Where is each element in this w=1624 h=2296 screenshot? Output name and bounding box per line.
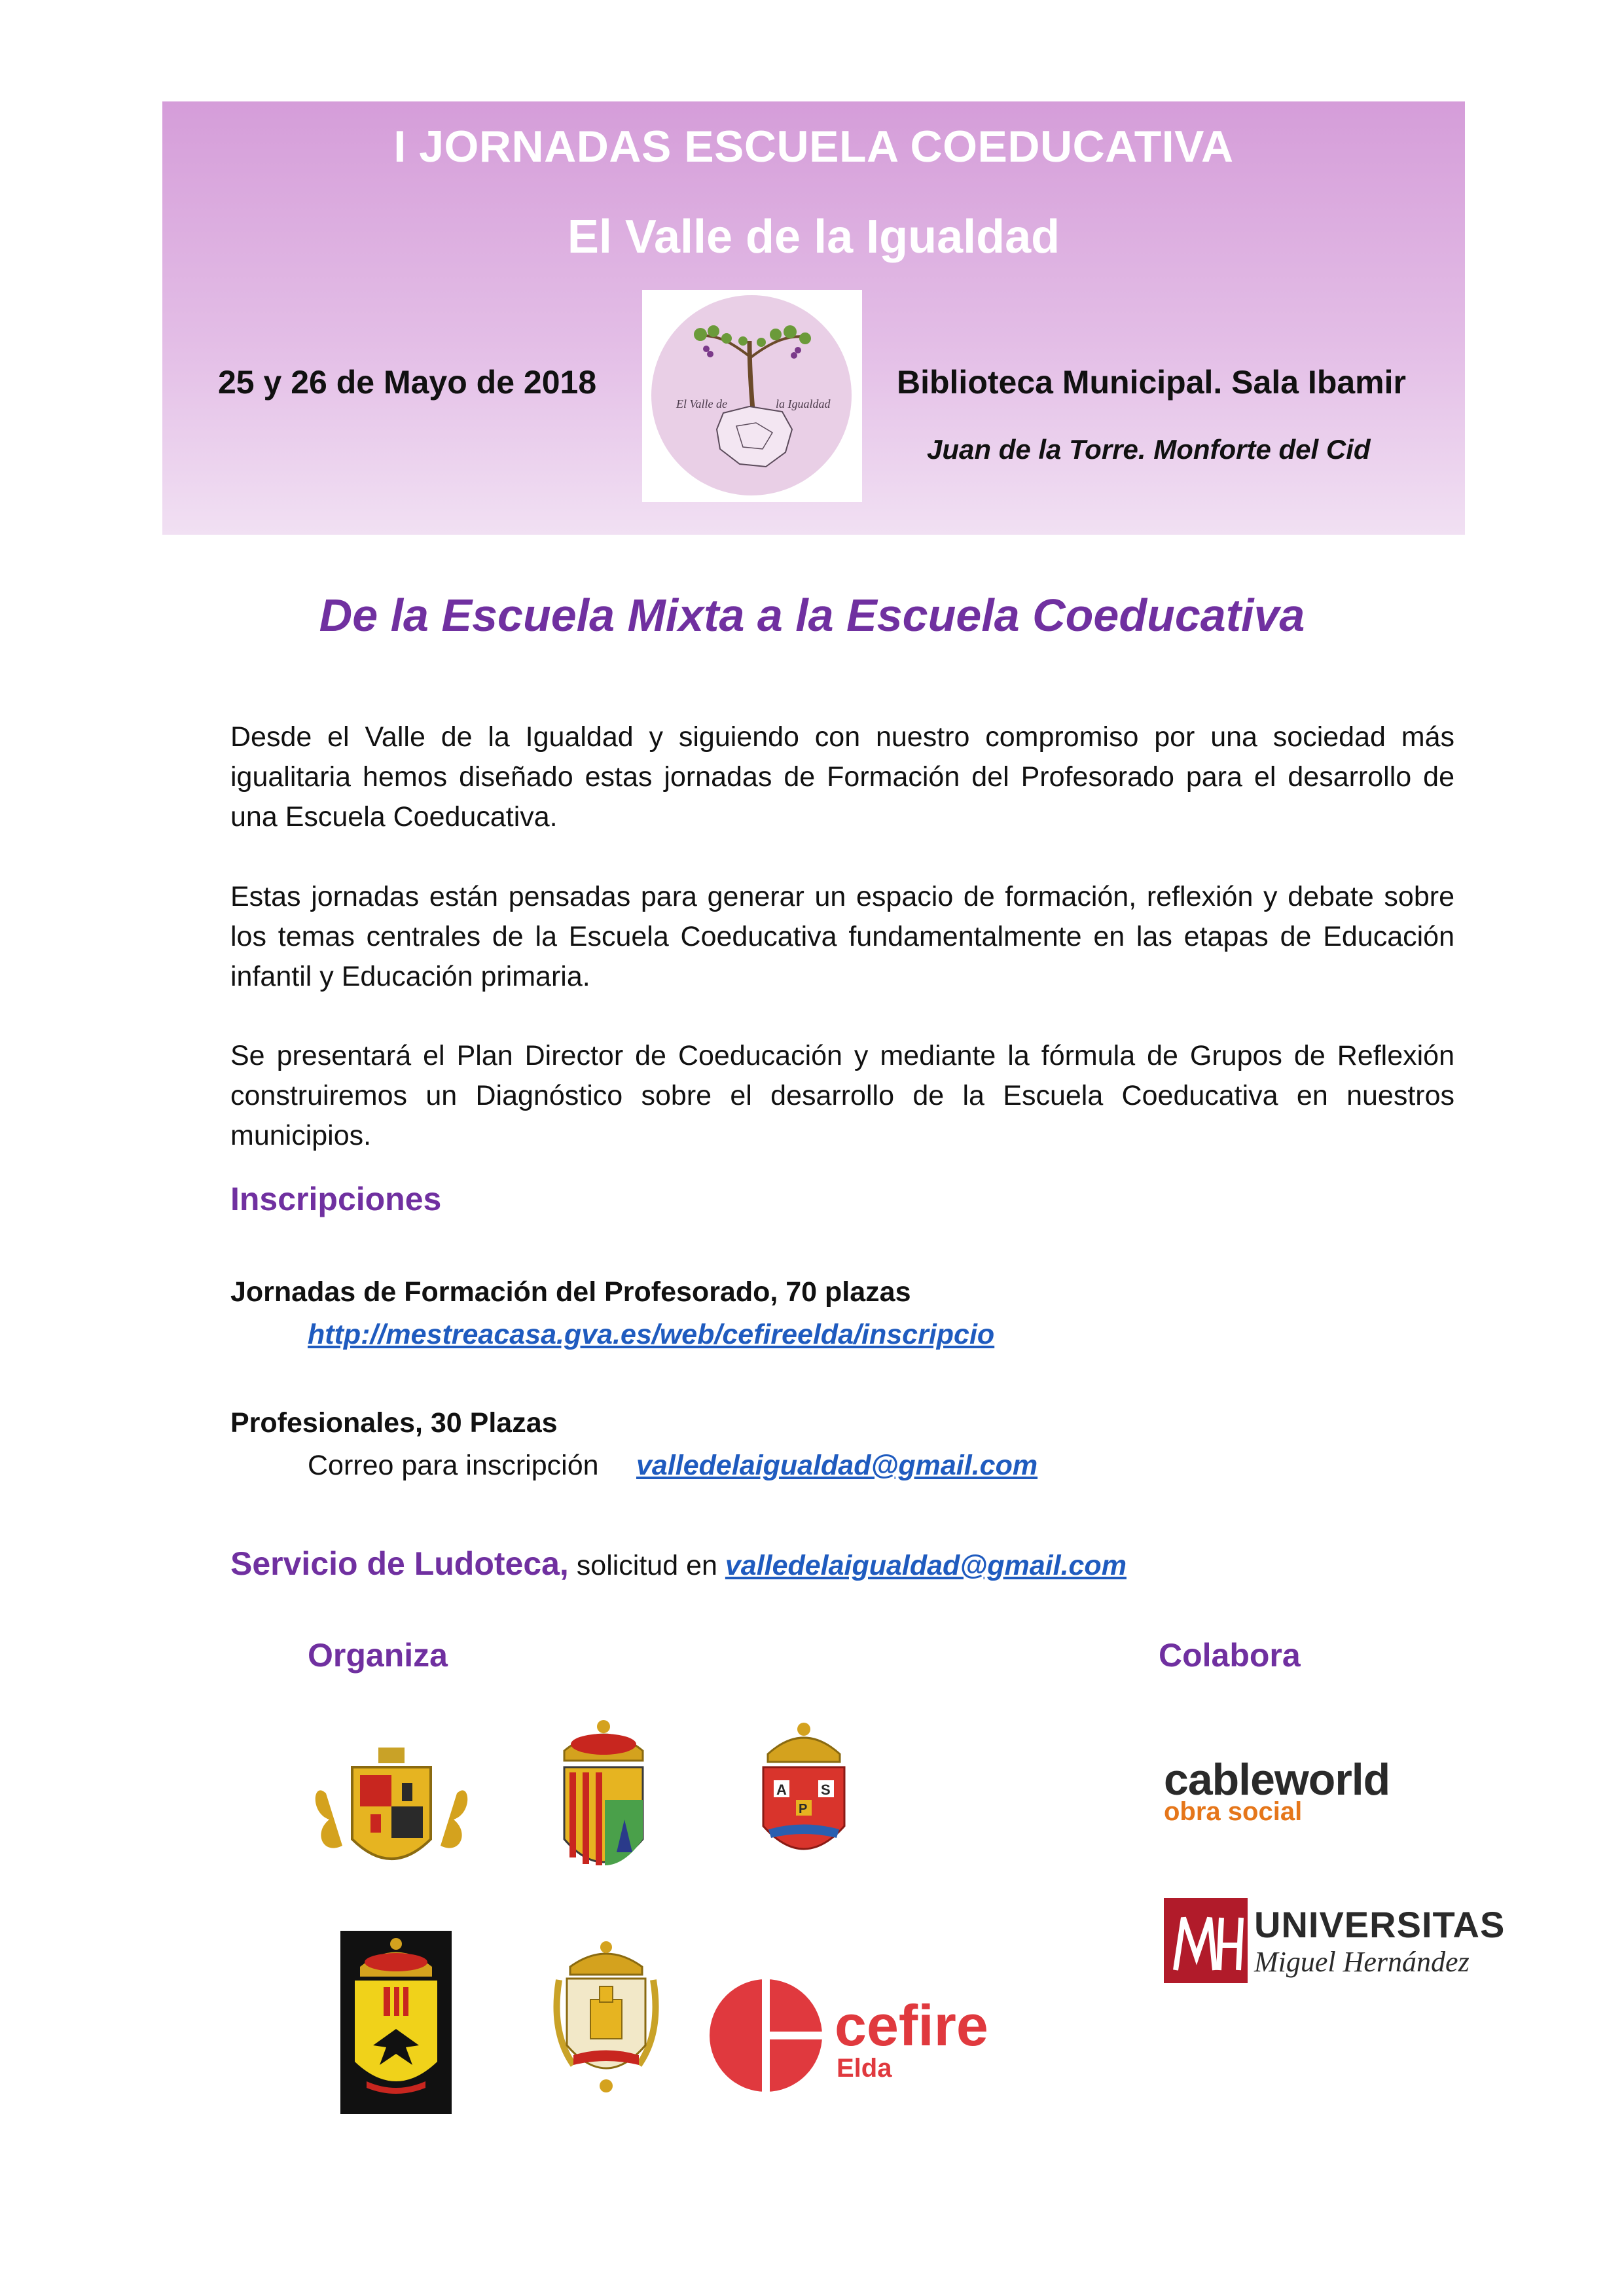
cableworld-subtitle: obra social: [1164, 1797, 1303, 1826]
umh-subtitle: Miguel Hernández: [1254, 1946, 1470, 1978]
event-venue: Biblioteca Municipal. Sala Ibamir: [897, 364, 1406, 401]
event-title: I JORNADAS ESCUELA COEDUCATIVA: [393, 122, 1234, 171]
svg-text:El Valle de: El Valle de: [676, 397, 727, 410]
professionals-mail-link[interactable]: valledelaigualdad@gmail.com: [636, 1450, 1038, 1481]
teachers-registration-label: Jornadas de Formación del Profesorado, 70 plazas: [230, 1276, 911, 1308]
event-date: 25 y 26 de Mayo de 2018: [218, 364, 597, 401]
svg-text:S: S: [821, 1782, 831, 1798]
purpose-paragraph: Estas jornadas están pensadas para generar un espacio de formación, reflexión y debate sobre los temas centrales de la Escuela Coeducativa fundamentalmente en las etapas de Educación infantil y Educación primaria.: [230, 881, 1454, 992]
crest-2-icon: [551, 1715, 656, 1885]
svg-text:la Igualdad: la Igualdad: [776, 397, 831, 410]
teachers-registration-link[interactable]: http://mestreacasa.gva.es/web/cefireelda/inscripcio: [308, 1319, 995, 1350]
main-subtitle: De la Escuela Mixta a la Escuela Coeducativa: [319, 590, 1305, 641]
valle-logo: [642, 290, 862, 502]
cefire-subtitle: Elda: [837, 2054, 892, 2083]
vine-map-icon: [651, 295, 852, 495]
inscripciones-heading: Inscripciones: [230, 1181, 442, 1217]
cableworld-wordmark: cableworld: [1164, 1755, 1390, 1804]
crest-4-icon: [340, 1931, 452, 2114]
ludoteca-text: solicitud en: [568, 1550, 725, 1581]
cefire-wordmark: cefire: [835, 1993, 988, 2058]
colabora-heading: Colabora: [1159, 1637, 1301, 1674]
cefire-c-icon: [707, 1977, 825, 2094]
cefire-logo: [707, 1977, 988, 2094]
header-banner: [162, 101, 1465, 535]
crest-5-icon: [547, 1934, 665, 2104]
crest-1-icon: [306, 1741, 477, 1892]
umh-wordmark: UNIVERSITAS: [1254, 1904, 1506, 1945]
ludoteca-line: [230, 1545, 1127, 1583]
event-subtitle: El Valle de la Igualdad: [567, 211, 1060, 263]
organiza-heading: Organiza: [308, 1637, 448, 1674]
ludoteca-heading: Servicio de Ludoteca,: [230, 1545, 569, 1582]
professionals-mail-label: Correo para inscripción: [308, 1450, 599, 1481]
valle-logo-circle: [651, 295, 852, 495]
professionals-registration-label: Profesionales, 30 Plazas: [230, 1407, 558, 1439]
intro-paragraph: Desde el Valle de la Igualdad y siguiendo con nuestro compromiso por una sociedad más igualitaria hemos diseñado estas jornadas de Formación del Profesorado para el desarrollo de una Escuela Coeducativa.: [230, 721, 1454, 833]
ludoteca-mail-link[interactable]: valledelaigualdad@gmail.com: [725, 1550, 1127, 1581]
umh-mh-icon: [1164, 1898, 1248, 1983]
svg-text:A: A: [776, 1782, 787, 1798]
crest-3-icon: [751, 1715, 856, 1872]
cableworld-logo: [1164, 1754, 1390, 1827]
plan-paragraph: Se presentará el Plan Director de Coeducación y mediante la fórmula de Grupos de Reflexión construiremos un Diagnóstico sobre el desarrollo de la Escuela Coeducativa en nuestros municipios.: [230, 1040, 1454, 1151]
svg-text:P: P: [799, 1802, 808, 1816]
event-venue-detail: Juan de la Torre. Monforte del Cid: [927, 434, 1371, 465]
umh-logo: [1164, 1898, 1506, 1990]
